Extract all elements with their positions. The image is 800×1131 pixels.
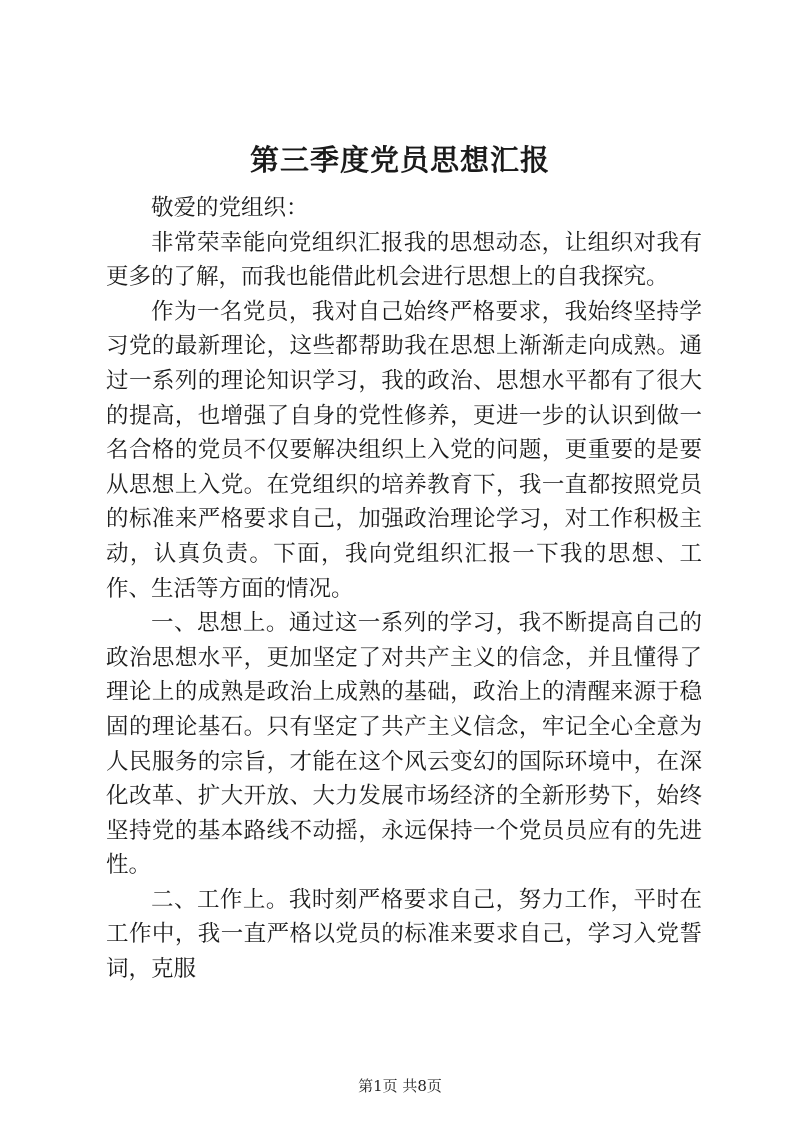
document-body <box>106 191 702 987</box>
paragraph-overview: 作为一名党员，我对自己始终严格要求，我始终坚持学习党的最新理论，这些都帮助我在思想上渐渐走向成熟。通过一系列的理论知识学习，我的政治、思想水平都有了很大的提高，也增强了自身的党性修养，更进一步的认识到做一名合格的党员不仅要解决组织上入党的问题，更重要的是要从思想上入党。在党组织的培养教育下，我一直都按照党员的标准来严格要求自己，加强政治理论学习，对工作积极主动，认真负责。下面，我向党组织汇报一下我的思想、工作、生活等方面的情况。 <box>106 298 702 602</box>
document-title: 第三季度党员思想汇报 <box>249 143 550 177</box>
paragraph-intro: 非常荣幸能向党组织汇报我的思想动态，让组织对我有更多的了解，而我也能借此机会进行思想上的自我探究。 <box>106 229 702 291</box>
paragraph-thought: 一、思想上。通过这一系列的学习，我不断提高自己的政治思想水平，更加坚定了对共产主义的信念，并且懂得了理论上的成熟是政治上成熟的基础，政治上的清醒来源于稳固的理论基石。只有坚定了共产主义信念，牢记全心全意为人民服务的宗旨，才能在这个风云变幻的国际环境中，在深化改革、扩大开放、大力发展市场经济的全新形势下，始终坚持党的基本路线不动摇，永远保持一个党员员应有的先进性。 <box>106 610 702 879</box>
paragraph-work: 二、工作上。我时刻严格要求自己，努力工作，平时在工作中，我一直严格以党员的标准来要求自己，学习入党誓词，克服 <box>106 886 702 983</box>
salutation: 敬爱的党组织： <box>151 195 309 221</box>
page-footer: 第1页 共8页 <box>358 1077 442 1095</box>
